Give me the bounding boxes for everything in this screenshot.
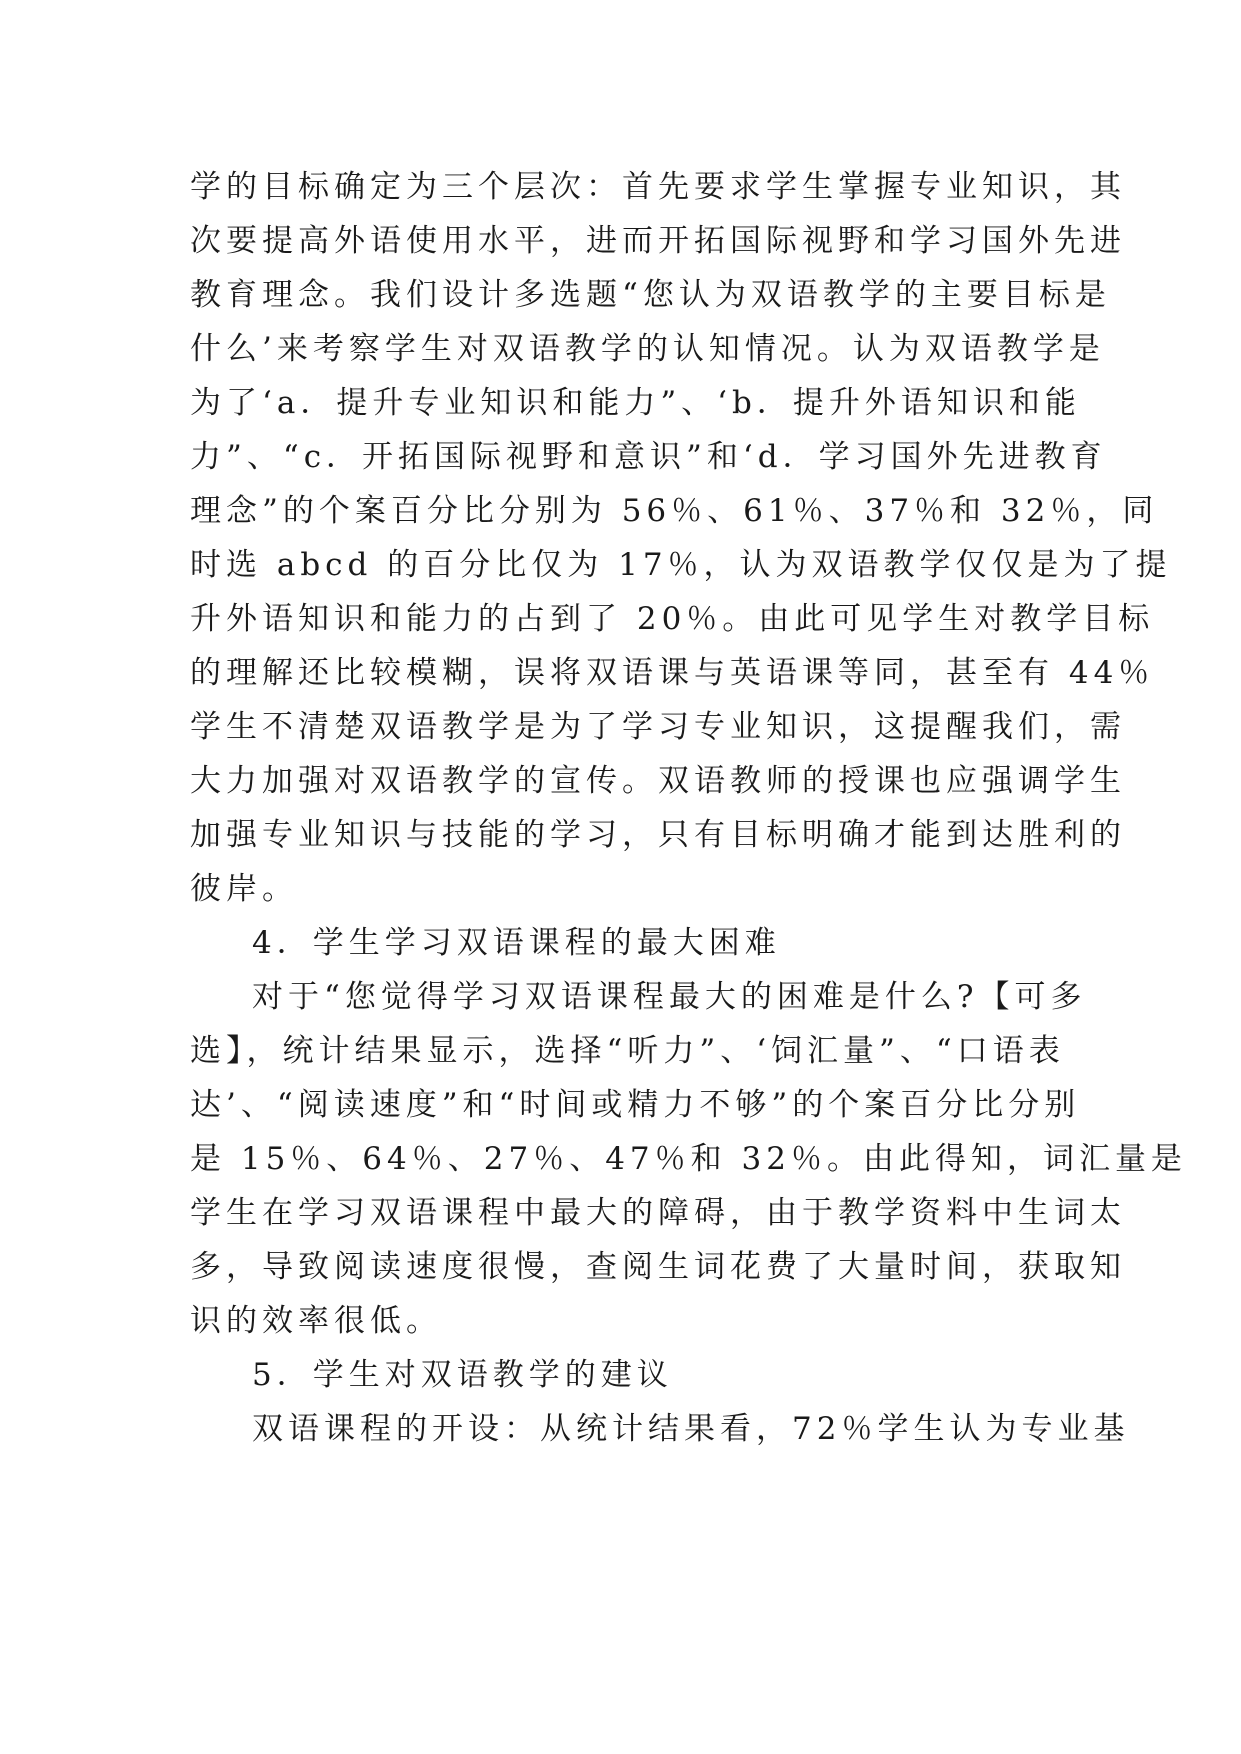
section-heading: 4．学生学习双语课程的最大困难 xyxy=(252,925,781,961)
text-line: 时选 abcd 的百分比仅为 17％，认为双语教学仅仅是为了提 xyxy=(190,547,1172,583)
text-line: 学生在学习双语课程中最大的障碍，由于教学资料中生词太 xyxy=(190,1195,1126,1231)
text-line: 加强专业知识与技能的学习，只有目标明确才能到达胜利的 xyxy=(190,817,1126,853)
text-line: 识的效率很低。 xyxy=(190,1303,442,1339)
text-line: 什么’来考察学生对双语教学的认知情况。认为双语教学是 xyxy=(190,331,1105,367)
text-line: 次要提高外语使用水平，进而开拓国际视野和学习国外先进 xyxy=(190,223,1126,259)
text-line: 学生不清楚双语教学是为了学习专业知识，这提醒我们，需 xyxy=(190,709,1126,745)
section-heading: 5．学生对双语教学的建议 xyxy=(252,1357,673,1393)
text-line: 力”、“c．开拓国际视野和意识”和‘d．学习国外先进教育 xyxy=(190,439,1107,475)
paragraph-start: 对于“您觉得学习双语课程最大的困难是什么?【可多 xyxy=(252,979,1087,1015)
text-line: 理念”的个案百分比分别为 56％、61％、37％和 32％，同 xyxy=(190,493,1159,529)
paragraph-start: 双语课程的开设：从统计结果看，72％学生认为专业基 xyxy=(252,1411,1130,1447)
text-line: 选】，统计结果显示，选择“听力”、‘饲汇量”、“口语表 xyxy=(190,1033,1065,1069)
text-line: 彼岸。 xyxy=(190,871,298,907)
text-line: 达’、“阅读速度”和“时间或精力不够”的个案百分比分别 xyxy=(190,1087,1081,1123)
text-line: 的理解还比较模糊，误将双语课与英语课等同，甚至有 44％ xyxy=(190,655,1155,691)
text-line: 教育理念。我们设计多选题“您认为双语教学的主要目标是 xyxy=(190,277,1111,313)
text-line: 升外语知识和能力的占到了 20％。由此可见学生对教学目标 xyxy=(190,601,1155,637)
text-line: 为了‘a．提升专业知识和能力”、‘b．提升外语知识和能 xyxy=(190,385,1081,421)
text-line: 大力加强对双语教学的宣传。双语教师的授课也应强调学生 xyxy=(190,763,1126,799)
text-line: 学的目标确定为三个层次：首先要求学生掌握专业知识，其 xyxy=(190,169,1126,205)
text-line: 是 15％、64％、27％、47％和 32％。由此得知，词汇量是 xyxy=(190,1141,1187,1177)
text-line: 多，导致阅读速度很慢，查阅生词花费了大量时间，获取知 xyxy=(190,1249,1126,1285)
